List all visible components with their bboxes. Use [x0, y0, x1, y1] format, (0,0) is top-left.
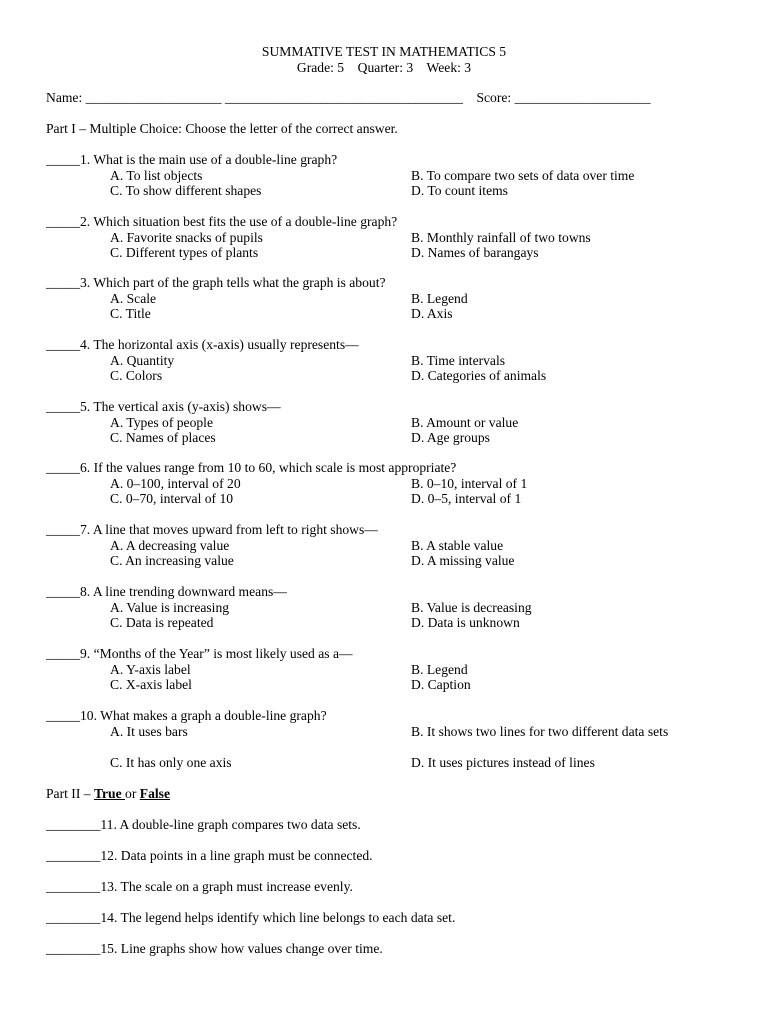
- true-false-item-11: ________11. A double-line graph compares two data sets.: [46, 817, 361, 832]
- option-a: A. It uses bars: [110, 723, 188, 739]
- option-c: C. 0–70, interval of 10: [110, 491, 234, 507]
- option-b: B. To compare two sets of data over time: [411, 167, 635, 183]
- question-stem: _____9. “Months of the Year” is most likely used as a—: [46, 646, 353, 661]
- option-c: C. Title: [110, 306, 151, 322]
- option-a: A. Types of people: [110, 414, 213, 430]
- test-subtitle: Grade: 5 Quarter: 3 Week: 3: [296, 59, 472, 75]
- option-d: D. Data is unknown: [411, 615, 520, 631]
- option-a: A. Quantity: [110, 352, 175, 368]
- question-stem: _____10. What makes a graph a double-line graph?: [46, 708, 327, 723]
- option-b: B. Time intervals: [411, 352, 506, 368]
- question-5: [46, 399, 726, 446]
- option-b: B. Value is decreasing: [411, 599, 532, 615]
- option-d: D. Axis: [411, 306, 453, 322]
- option-d: D. Age groups: [411, 430, 490, 446]
- question-2: [46, 214, 726, 261]
- question-stem: _____1. What is the main use of a double-line graph?: [46, 152, 338, 167]
- option-a: A. To list objects: [110, 167, 203, 183]
- option-c: C. Different types of plants: [110, 245, 259, 261]
- option-d: D. Caption: [411, 677, 471, 693]
- option-a: A. Scale: [110, 290, 157, 306]
- option-a: A. Value is increasing: [110, 599, 230, 615]
- question-stem: _____2. Which situation best fits the use of a double-line graph?: [46, 214, 398, 229]
- option-a: A. 0–100, interval of 20: [110, 475, 241, 491]
- true-label: True: [93, 786, 126, 801]
- header: [0, 44, 768, 75]
- option-c: C. It has only one axis: [110, 754, 232, 770]
- option-b: B. A stable value: [411, 537, 504, 553]
- option-d: D. 0–5, interval of 1: [411, 491, 522, 507]
- question-4: [46, 337, 726, 384]
- part2-heading: [46, 786, 170, 802]
- option-b: B. Legend: [411, 290, 468, 306]
- true-false-item-14: ________14. The legend helps identify which line belongs to each data set.: [46, 910, 456, 925]
- test-title: SUMMATIVE TEST IN MATHEMATICS 5: [261, 44, 507, 59]
- part2-prefix: Part II –: [46, 786, 94, 801]
- question-stem: _____3. Which part of the graph tells what the graph is about?: [46, 275, 386, 290]
- option-b: B. Legend: [411, 661, 468, 677]
- question-7: [46, 522, 726, 569]
- option-c: C. X-axis label: [110, 677, 192, 693]
- option-a: A. Y-axis label: [110, 661, 191, 677]
- option-b: B. It shows two lines for two different data sets: [411, 723, 669, 739]
- option-b: B. 0–10, interval of 1: [411, 475, 528, 491]
- question-8: [46, 584, 726, 631]
- true-false-item-15: ________15. Line graphs show how values change over time.: [46, 941, 383, 956]
- option-c: C. Names of places: [110, 430, 216, 446]
- question-stem: _____7. A line that moves upward from left to right shows—: [46, 522, 378, 537]
- option-c: C. Colors: [110, 368, 163, 384]
- option-b: B. Amount or value: [411, 414, 519, 430]
- false-label: False: [139, 786, 170, 801]
- option-d: D. Categories of animals: [411, 368, 547, 384]
- option-c: C. An increasing value: [110, 553, 234, 569]
- question-9: [46, 646, 726, 693]
- option-a: A. Favorite snacks of pupils: [110, 229, 263, 245]
- question-stem: _____6. If the values range from 10 to 60, which scale is most appropriate?: [46, 460, 457, 475]
- option-c: C. To show different shapes: [110, 183, 262, 199]
- question-6: [46, 460, 726, 507]
- option-d: D. To count items: [411, 183, 508, 199]
- option-d: D. Names of barangays: [411, 245, 539, 261]
- question-3: [46, 275, 726, 322]
- option-d: D. It uses pictures instead of lines: [411, 754, 595, 770]
- part1-heading: Part I – Multiple Choice: Choose the letter of the correct answer.: [46, 121, 398, 136]
- or-label: or: [125, 786, 137, 801]
- name-score-line: Name: ____________________ ___________________________________ Score: ____________________: [46, 90, 651, 105]
- question-stem: _____4. The horizontal axis (x-axis) usually represents—: [46, 337, 359, 352]
- option-b: B. Monthly rainfall of two towns: [411, 229, 591, 245]
- question-stem: _____8. A line trending downward means—: [46, 584, 287, 599]
- option-c: C. Data is repeated: [110, 615, 214, 631]
- true-false-item-12: ________12. Data points in a line graph must be connected.: [46, 848, 373, 863]
- option-a: A. A decreasing value: [110, 537, 230, 553]
- question-1: [46, 152, 726, 199]
- question-10: [46, 708, 726, 770]
- question-stem: _____5. The vertical axis (y-axis) shows—: [46, 399, 281, 414]
- option-d: D. A missing value: [411, 553, 515, 569]
- true-false-item-13: ________13. The scale on a graph must increase evenly.: [46, 879, 353, 894]
